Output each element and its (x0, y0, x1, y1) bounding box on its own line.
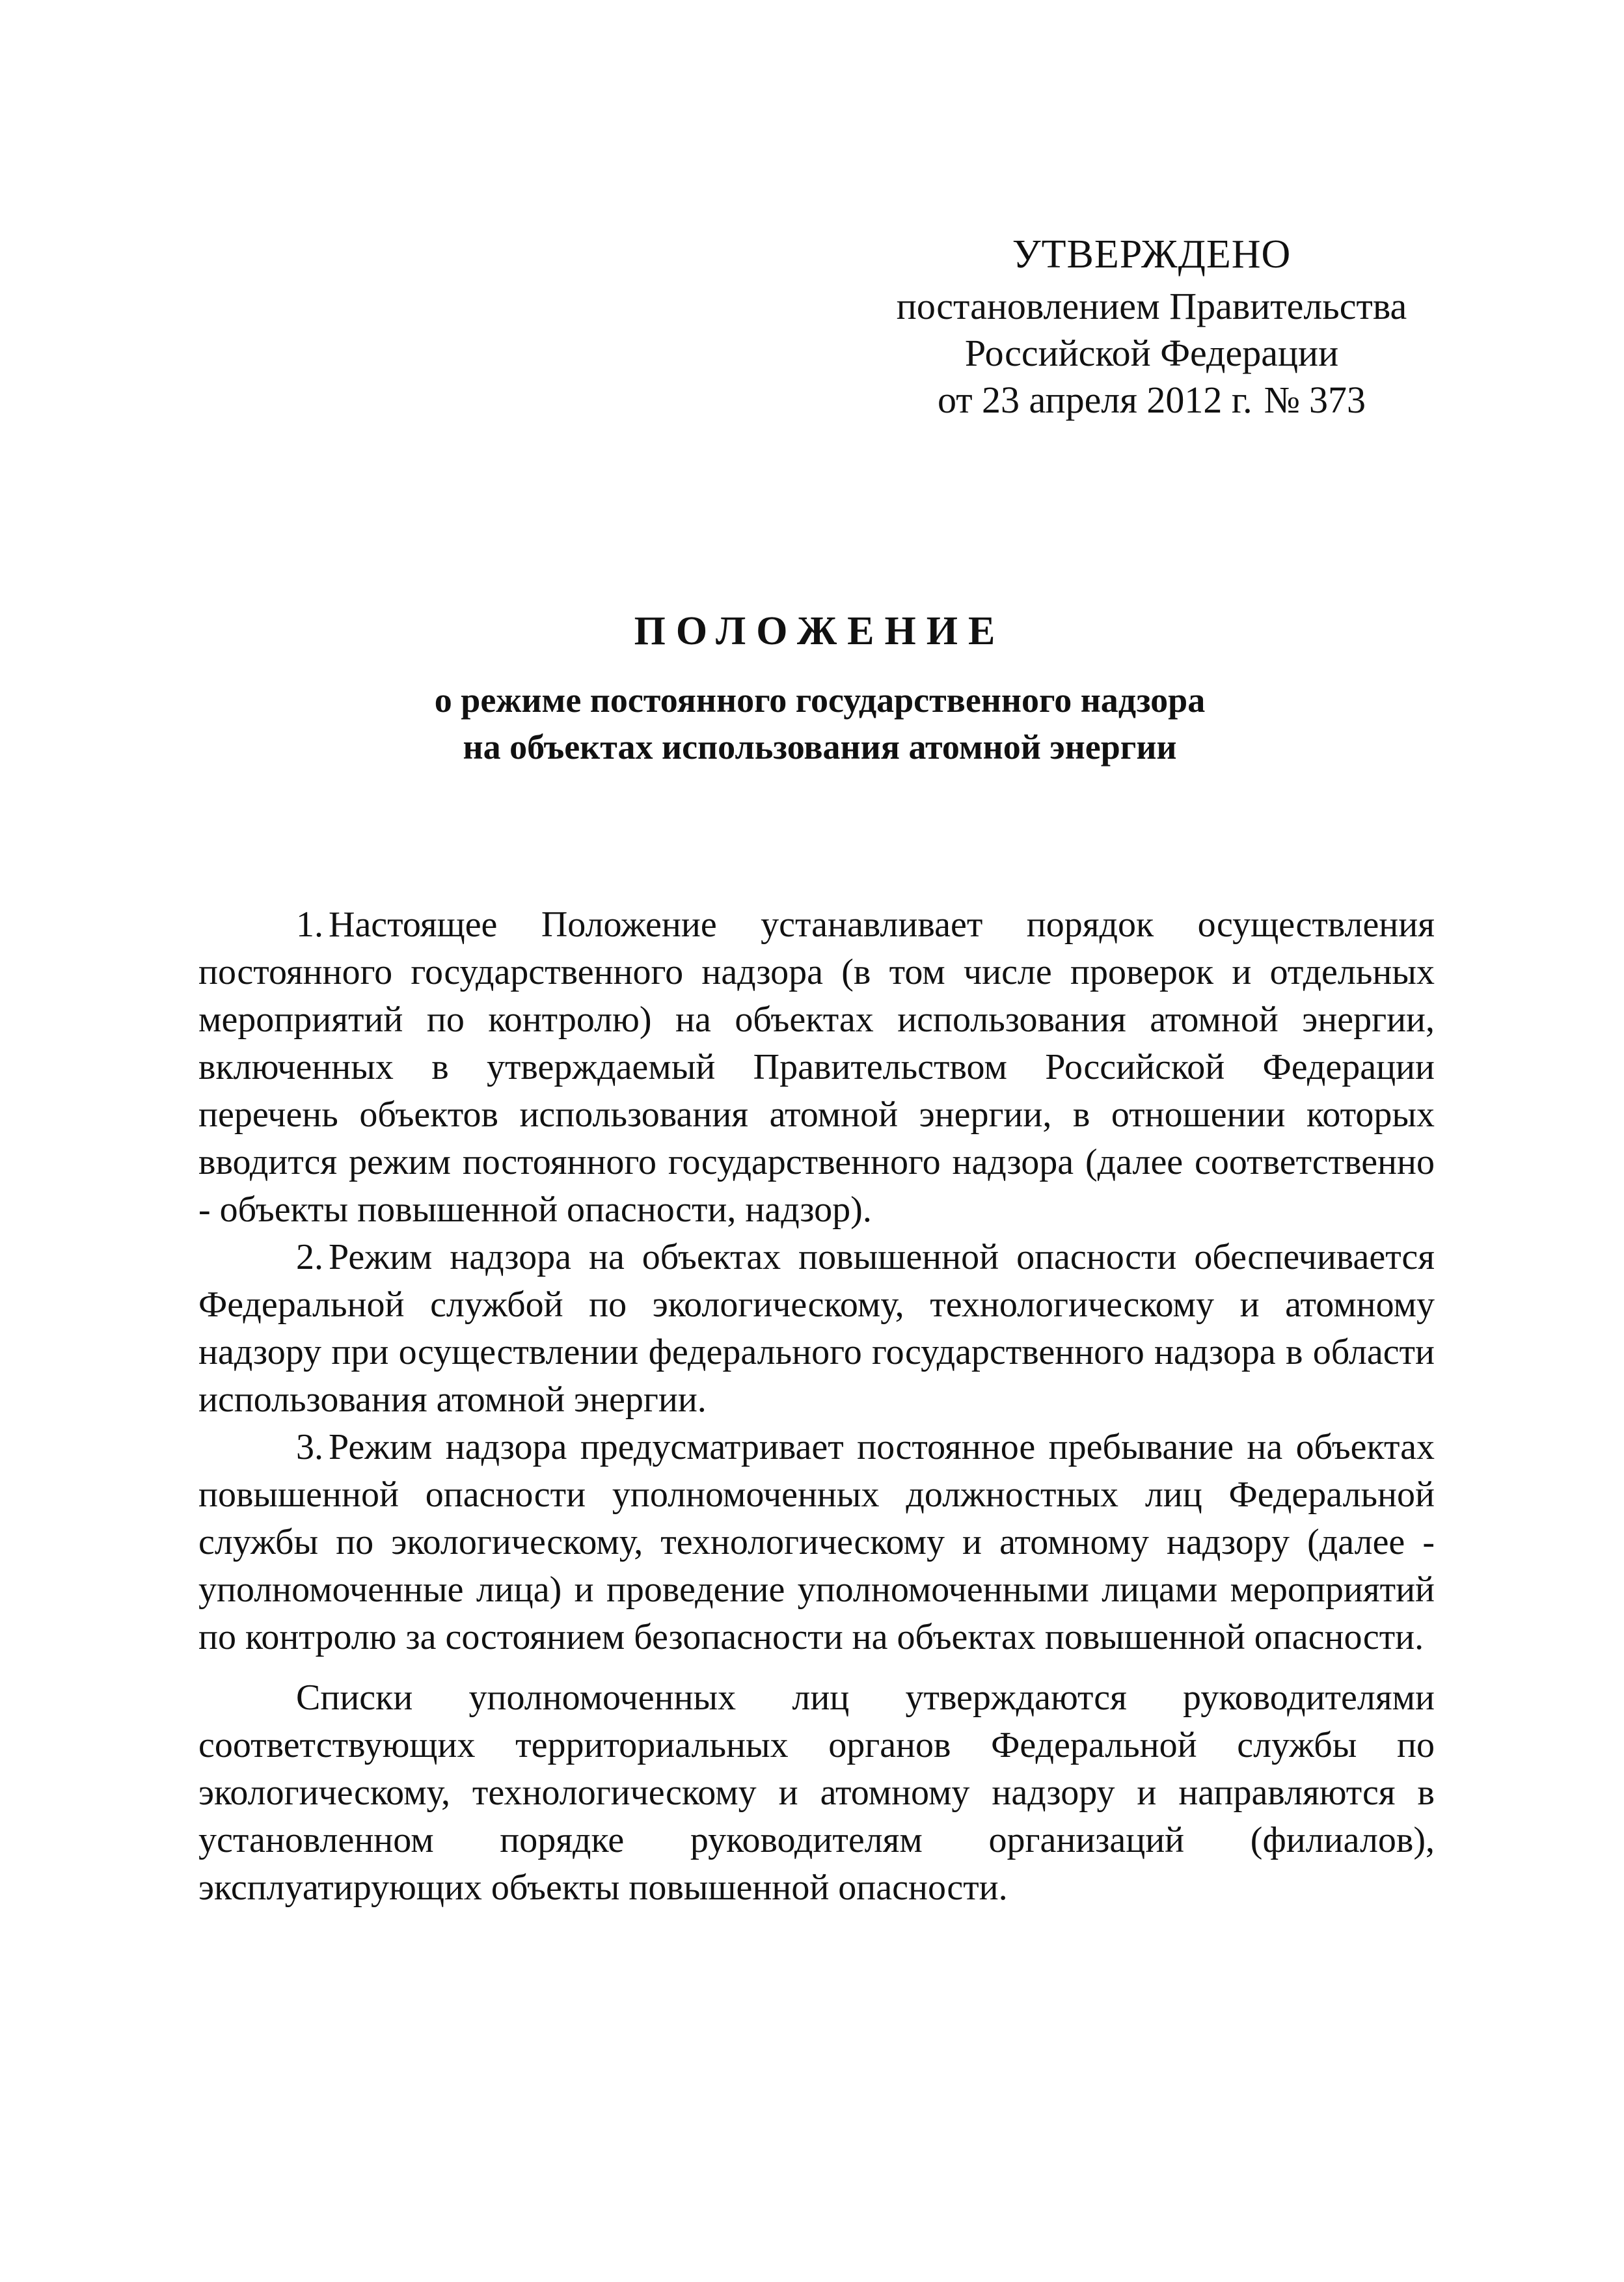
paragraph-3-text: Режим надзора предусматривает постоянное пребывание на объектах повышенной опасности уполномоченных должностных лиц Федеральной службы по экологическому, технологическому и атомному надзору (далее - уполномоченные лица) и проведение уполномоченными лицами мероприятий по контролю за состоянием безопасности на объектах повышенной опасности. (198, 1427, 1435, 1657)
paragraph-3-number: 3. (296, 1427, 323, 1467)
paragraph-3 (198, 1424, 1435, 1661)
approval-line-2: Российской Федерации (964, 332, 1339, 374)
approval-block (891, 231, 1412, 424)
paragraph-2 (198, 1234, 1435, 1424)
approval-number: 373 (1309, 379, 1366, 421)
body-text (198, 901, 1435, 1912)
document-title: ПОЛОЖЕНИЕ (634, 609, 1006, 653)
document-subtitle-line-1: о режиме постоянного государственного надзора (434, 681, 1206, 720)
paragraph-2-text: Режим надзора на объектах повышенной опасности обеспечивается Федеральной службой по экологическому, технологическому и атомному надзору при осуществлении федерального государственного надзора в области использования атомной энергии. (198, 1237, 1435, 1420)
approval-number-sign: № (1264, 379, 1301, 421)
title-block (195, 605, 1444, 770)
approval-date: от 23 апреля 2012 г. (937, 379, 1252, 421)
approval-line-1: постановлением Правительства (896, 285, 1407, 327)
paragraph-1-text: Настоящее Положение устанавливает порядок осуществления постоянного государственного надзора (в том числе проверок и отдельных мероприятий по контролю) на объектах использования атомной энергии, включенных в утверждаемый Правительством Российской Федерации перечень объектов использования атомной энергии, в отношении которых вводится режим постоянного государственного надзора (далее соответственно - объекты повышенной опасности, надзор). (198, 904, 1435, 1230)
approval-stamp: УТВЕРЖДЕНО (1012, 232, 1292, 277)
paragraph-2-number: 2. (296, 1237, 323, 1277)
paragraph-4-text: Списки уполномоченных лиц утверждаются руководителями соответствующих территориальных органов Федеральной службы по экологическому, технологическому и атомному надзору и направляются в установленном порядке руководителям организаций (филиалов), эксплуатирующих объекты повышенной опасности. (198, 1678, 1435, 1908)
document-subtitle-line-2: на объектах использования атомной энергии (463, 727, 1177, 767)
paragraph-1-number: 1. (296, 904, 323, 945)
approval-date-line (891, 377, 1412, 424)
paragraph-4 (198, 1674, 1435, 1912)
paragraph-1 (198, 901, 1435, 1234)
